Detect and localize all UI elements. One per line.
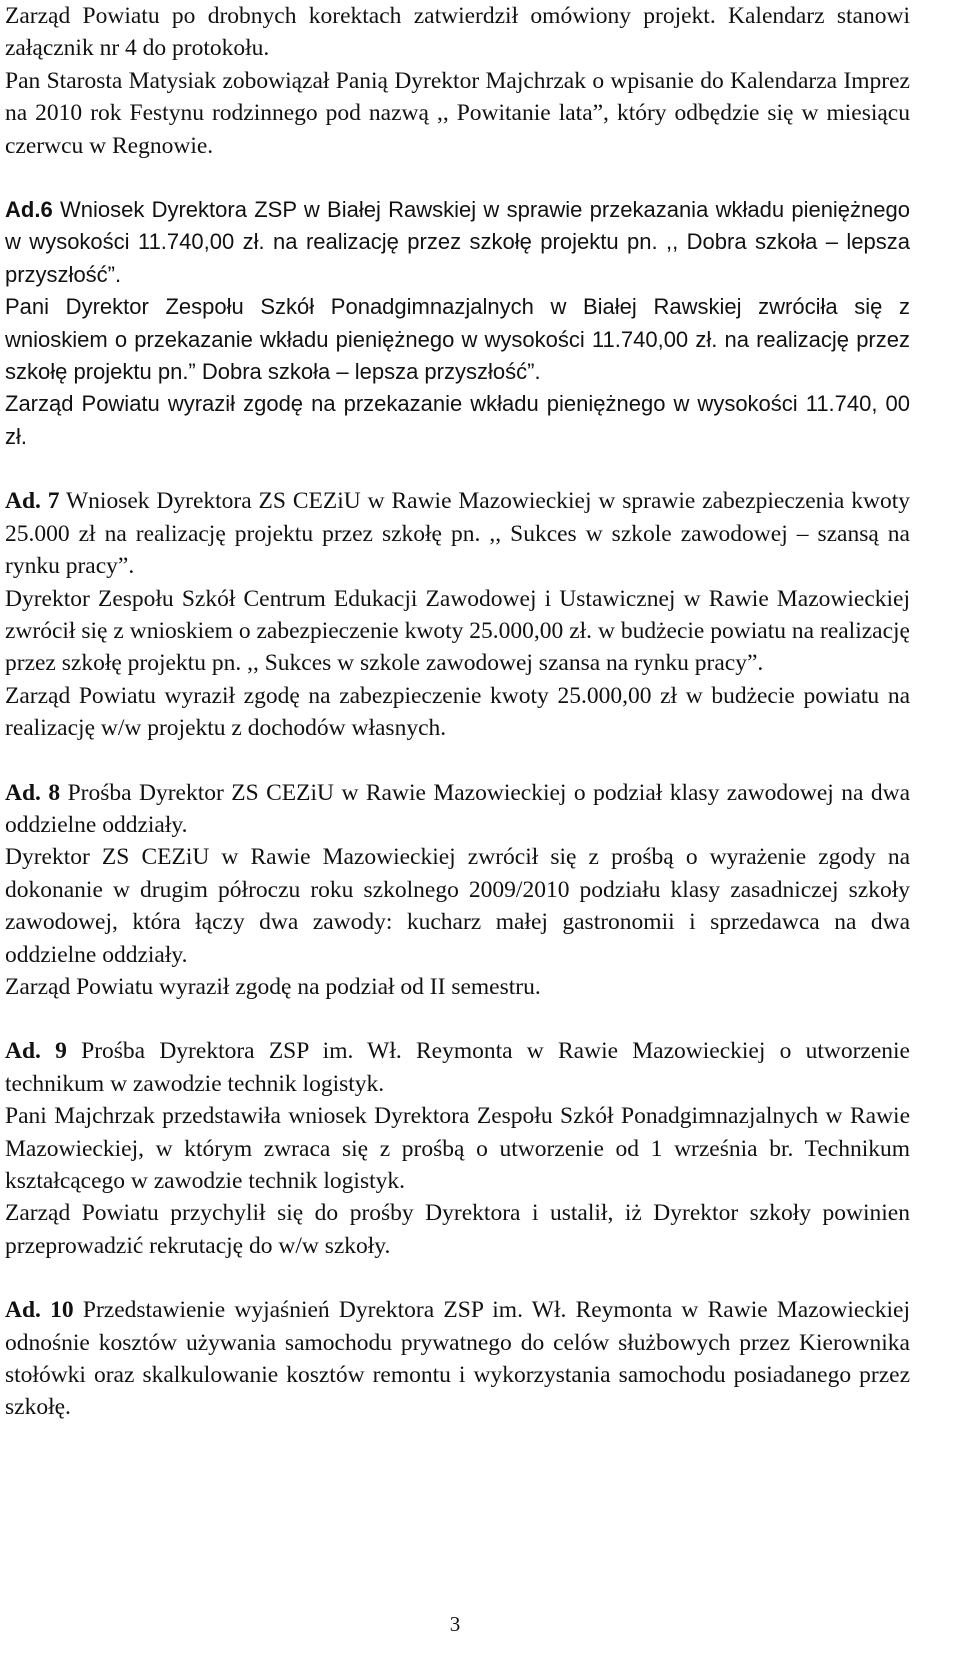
ad10-title: Przedstawienie wyjaśnień Dyrektora ZSP im. Wł. Reymonta w Rawie Mazowieckiej odnośnie kosztów używania samochodu prywatnego do celów służbowych przez Kierownika stołówki oraz skalkulowanie kosztów remontu i wykorzystania samochodu posiadanego przez szkołę.: [5, 1297, 910, 1421]
intro-paragraph-1: Zarząd Powiatu po drobnych korektach zatwierdził omówiony projekt. Kalendarz stanowi załącznik nr 4 do protokołu.: [5, 3, 910, 62]
ad6-title: Wniosek Dyrektora ZSP w Białej Rawskiej w sprawie przekazania wkładu pieniężnego w wysokości 11.740,00 zł. na realizację przez szkołę projektu pn. ,, Dobra szkoła – lepsza przyszłość”.: [5, 197, 910, 287]
ad7-body: Dyrektor Zespołu Szkół Centrum Edukacji Zawodowej i Ustawicznej w Rawie Mazowieckiej zwrócił się z wnioskiem o zabezpieczenie kwoty 25.000,00 zł. w budżecie powiatu na realizację przez szkołę projektu pn. ,, Sukces w szkole zawodowej szansa na rynku pracy”.: [5, 585, 910, 677]
ad10-label: Ad. 10: [5, 1297, 74, 1324]
ad8-label: Ad. 8: [5, 779, 61, 806]
ad8-body: Dyrektor ZS CEZiU w Rawie Mazowieckiej zwrócił się z prośbą o wyrażenie zgody na dokonanie w drugim półroczu roku szkolnego 2009/2010 podziału klasy zasadniczej szkoły zawodowej, która łączy dwa zawody: kucharz małej gastronomii i sprzedawca na dwa oddzielne oddziały.: [5, 844, 910, 968]
ad6-body: Pani Dyrektor Zespołu Szkół Ponadgimnazjalnych w Białej Rawskiej zwróciła się z wnioskiem o przekazanie wkładu pieniężnego w wysokości 11.740,00 zł. na realizację przez szkołę projektu pn.” Dobra szkoła – lepsza przyszłość”.: [5, 294, 910, 385]
ad6-label: Ad.6: [5, 197, 53, 223]
ad7-label: Ad. 7: [5, 488, 60, 515]
ad9-title: Prośba Dyrektora ZSP im. Wł. Reymonta w Rawie Mazowieckiej o utworzenie technikum w zawodzie technik logistyk.: [5, 1038, 910, 1097]
ad9-label: Ad. 9: [5, 1038, 67, 1065]
ad8-title: Prośba Dyrektor ZS CEZiU w Rawie Mazowieckiej o podział klasy zawodowej na dwa oddzielne oddziały.: [5, 779, 911, 838]
ad8-heading: [5, 777, 910, 842]
section-gap: [5, 1262, 910, 1294]
page-number: 3: [449, 1612, 461, 1636]
ad9-decision: Zarząd Powiatu przychylił się do prośby Dyrektora i ustalił, iż Dyrektor szkoły powinien przeprowadzić rekrutację do w/w szkoły.: [5, 1200, 910, 1259]
ad7-title: Wniosek Dyrektora ZS CEZiU w Rawie Mazowieckiej w sprawie zabezpieczenia kwoty 25.000 zł na realizację projektu przez szkołę pn. ,, Sukces w szkole zawodowej – szansą na rynku pracy”.: [5, 488, 910, 580]
section-gap: [5, 1003, 910, 1035]
ad6-heading: [5, 194, 910, 291]
ad7-heading: [5, 485, 910, 582]
document-body: [5, 0, 910, 1424]
ad9-body: Pani Majchrzak przedstawiła wniosek Dyrektora Zespołu Szkół Ponadgimnazjalnych w Rawie Mazowieckiej, w którym zwraca się z prośbą o utworzenie od 1 września br. Technikum kształcącego w zawodzie technik logistyk.: [5, 1103, 910, 1194]
ad9-heading: [5, 1035, 910, 1100]
ad8-decision: Zarząd Powiatu wyraził zgodę na podział od II semestru.: [5, 973, 541, 1000]
section-gap: [5, 745, 910, 777]
section-gap: [5, 453, 910, 485]
intro-paragraph-2: Pan Starosta Matysiak zobowiązał Panią Dyrektor Majchrzak o wpisanie do Kalendarza Imprez na 2010 rok Festynu rodzinnego pod nazwą ,, Powitanie lata”, który odbędzie się w miesiącu czerwcu w Regnowie.: [5, 67, 910, 159]
section-gap: [5, 162, 910, 194]
ad7-decision: Zarząd Powiatu wyraził zgodę na zabezpieczenie kwoty 25.000,00 zł w budżecie powiatu na realizację w/w projektu z dochodów własnych.: [5, 682, 910, 742]
ad6-decision: Zarząd Powiatu wyraził zgodę na przekazanie wkładu pieniężnego w wysokości 11.740, 00 zł.: [5, 391, 910, 449]
ad10-heading: [5, 1294, 910, 1424]
